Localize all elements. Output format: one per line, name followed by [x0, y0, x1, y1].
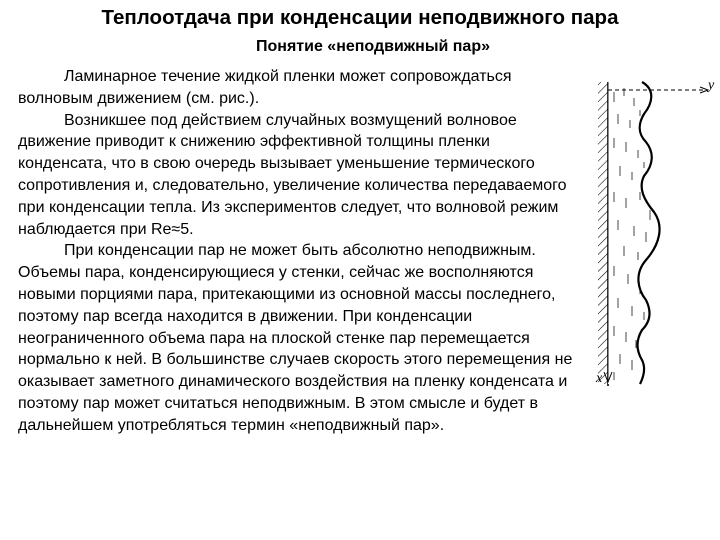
- slide-title: Теплоотдача при конденсации неподвижного пара: [101, 6, 619, 29]
- slide-subtitle: Понятие «неподвижный пар»: [256, 38, 490, 55]
- paragraph-stationary-vapor: При конденсации пар не может быть абсолютно неподвижным. Объемы пара, конденсирующиеся у стенки, сейчас же восполняются новыми порциями пара, притекающими из основной массы последнего, поэтому пар всегда находится в движении. При конденсации неограниченного объема пара на плоской стенке пар перемещается нормально к ней. В большинстве случаев скорость этого перемещения не оказывает заметного динамического воздействия на пленку конденсата и поэтому пар может считаться неподвижным. В этом смысле и будет в дальнейшем употребляться термин «неподвижный пар».: [18, 242, 573, 434]
- paragraph-wave-effect: Возникшее под действием случайных возмущений волновое движение приводит к снижению эффективной толщины пленки конденсата, что в свою очередь вызывает уменьшение термического сопротивления и, следовательно, увеличение количества передаваемого при конденсации тепла. Из экспериментов следует, что волновой режим наблюдается при Re≈5.: [18, 111, 567, 238]
- wavy-film-figure: [594, 80, 720, 390]
- x-axis-label: x: [596, 371, 603, 386]
- body-text: [18, 66, 583, 437]
- wall-hatching: [598, 82, 608, 384]
- y-axis-label: y: [708, 80, 715, 93]
- paragraph-wave-flow: Ламинарное течение жидкой пленки может сопровождаться волновым движением (см. рис.).: [18, 68, 512, 107]
